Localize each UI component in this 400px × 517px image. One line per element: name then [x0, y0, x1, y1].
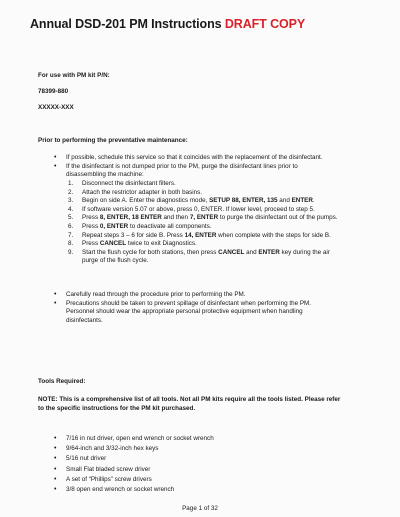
step-text: [82, 206, 338, 215]
prior-bullets-top: [52, 154, 323, 180]
step-key-text: ENTER: [258, 248, 280, 256]
purge-steps-list: [68, 180, 338, 266]
kit-number-placeholder: XXXXX-XXX: [38, 104, 74, 111]
step-key-text: CANCEL: [99, 240, 127, 248]
step-text: [82, 214, 338, 223]
step-key-text: CANCEL: [218, 248, 245, 256]
bullet-purge-lines: [52, 163, 323, 180]
tool-item: • Small Flat bladed screw driver: [52, 465, 214, 475]
step-number: 8.: [68, 240, 74, 248]
step-number: 6.: [68, 222, 74, 230]
tools-list: [52, 434, 214, 495]
step-text: [82, 189, 338, 198]
bullet-precautions: [52, 300, 311, 326]
step-text-part: and then: [161, 214, 190, 222]
step-text-part: .: [312, 197, 315, 205]
step-number: 9.: [68, 248, 74, 256]
tool-item: • 3/8 open end wrench or socket wrench: [52, 485, 214, 495]
bullet-line: disinfectants.: [66, 316, 103, 324]
step-text: [82, 180, 338, 189]
step-text-part: If software version 5.07 or above, press 0, ENTER. If lower level, proceed to step 5.: [82, 205, 315, 213]
step-number: 4.: [68, 205, 74, 213]
step-key-text: 8, ENTER, 18 ENTER: [99, 214, 162, 222]
step-text-part: Attach the restrictor adapter in both basins.: [82, 188, 203, 196]
step-text-part: to deactivate all components.: [128, 222, 212, 230]
step-item: [68, 223, 338, 232]
step-item: [68, 189, 338, 198]
bullet-line: • If possible, schedule this service so that it coincides with the replacement of the disinfectant.: [66, 154, 323, 161]
step-text-part: Begin on side A. Enter the diagnostics mode,: [82, 197, 210, 205]
bullet-line: • Precautions should be taken to prevent spillage of disinfectant when performing the PM.: [66, 299, 312, 307]
step-key-text: SETUP 88, ENTER, 135: [209, 197, 278, 205]
step-text-part: Press: [82, 214, 100, 222]
draft-copy-label: DRAFT COPY: [224, 17, 306, 31]
step-text: [82, 232, 338, 241]
step-text-part: Press: [82, 222, 100, 230]
step-text-part: and: [277, 197, 292, 205]
tool-item: • 5/16 nut driver: [52, 454, 214, 464]
step-number: 3.: [68, 197, 74, 205]
bullet-line: disassembling the machine:: [66, 171, 144, 179]
step-key-text: ENTER: [291, 197, 313, 205]
step-item: [68, 232, 338, 241]
step-item: [68, 214, 338, 223]
bullet-line: • If the disinfectant is not dumped prior to the PM, purge the disinfectant lines prior to: [66, 162, 298, 170]
footer-prefix: Page: [182, 505, 199, 512]
step-number: 2.: [68, 188, 74, 196]
step-number: 1.: [68, 180, 74, 187]
prior-heading: Prior to performing the preventative maintenance:: [38, 137, 188, 144]
step-text: [82, 223, 338, 232]
title-text: Annual DSD-201 PM Instructions: [30, 17, 222, 31]
note-line: to the specific instructions for the PM kit purchased.: [38, 404, 196, 412]
step-item: [68, 206, 338, 215]
step-number: 7.: [68, 231, 74, 239]
step-item: [68, 249, 338, 266]
footer-of: of: [202, 505, 211, 512]
step-text: [82, 197, 338, 206]
step-text-part: twice to exit Diagnostics.: [126, 240, 197, 248]
tools-note: [38, 396, 340, 413]
kit-label: For use with PM kit P/N:: [38, 72, 110, 79]
bullet-read-procedure: [52, 291, 311, 300]
step-item: [68, 240, 338, 249]
bullet-line: Personnel should wear the appropriate personal protective equipment when handling: [66, 308, 303, 316]
step-text-part: key during the air: [279, 248, 330, 256]
document-title: [30, 17, 305, 31]
step-item: [68, 180, 338, 189]
prior-bullets-bottom: [52, 291, 311, 325]
footer-total-pages: 32: [210, 505, 218, 512]
step-text-part: and: [244, 248, 259, 256]
step-text-part: when complete with the steps for side B.: [216, 231, 331, 239]
step-key-text: 0, ENTER: [99, 222, 129, 230]
tools-heading: Tools Required:: [38, 378, 86, 385]
step-key-text: 7, ENTER: [189, 214, 219, 222]
footer-page-number: 1: [198, 505, 203, 512]
step-key-text: 14, ENTER: [184, 231, 217, 239]
page-footer: [0, 505, 400, 514]
kit-number-primary: 78399-880: [38, 88, 69, 95]
step-continuation: purge of the flush cycle.: [82, 257, 149, 265]
step-number: 5.: [68, 214, 74, 222]
step-text-part: Disconnect the disinfectant filters.: [82, 180, 176, 187]
bullet-line: • Carefully read through the procedure prior to performing the PM.: [66, 291, 246, 298]
bullet-schedule-service: [52, 154, 323, 163]
step-text-part: Press: [82, 240, 100, 248]
step-text: [82, 249, 338, 258]
tool-item: • A set of “Phillips” screw drivers: [52, 475, 214, 485]
tool-item: • 7/16 in nut driver, open end wrench or socket wrench: [52, 434, 214, 444]
step-item: [68, 197, 338, 206]
note-line: NOTE: This is a comprehensive list of all tools. Not all PM kits require all the tools listed. Please refer: [38, 396, 341, 403]
step-text-part: Repeat steps 3 – 6 for side B. Press: [82, 231, 185, 239]
step-text-part: Start the flush cycle for both stations, then press: [82, 248, 219, 256]
tool-item: • 9/64-inch and 3/32-inch hex keys: [52, 444, 214, 454]
step-text-part: to purge the disinfectant out of the pumps.: [218, 214, 338, 222]
step-text: [82, 240, 338, 249]
